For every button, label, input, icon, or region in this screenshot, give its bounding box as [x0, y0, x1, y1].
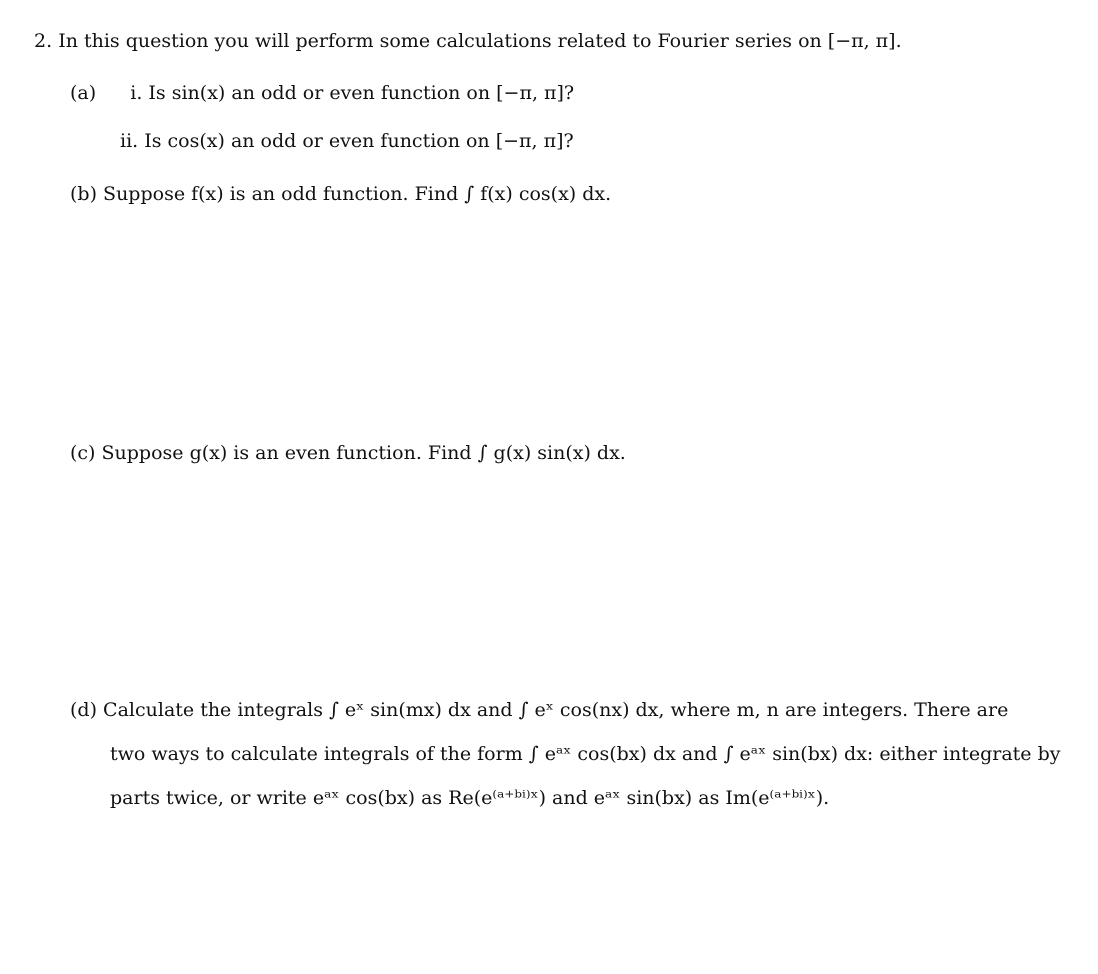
part-d-label: (d)	[70, 699, 97, 721]
question-intro-line	[34, 28, 902, 54]
part-d-text-2: two ways to calculate integrals of the form ∫ eᵃˣ cos(bx) dx and ∫ eᵃˣ sin(bx) dx: either integrate by	[110, 743, 1061, 765]
part-a-i-label: i.	[130, 82, 143, 104]
part-c-label: (c)	[70, 442, 96, 464]
part-d-line-1	[70, 697, 1008, 723]
part-b-label: (b)	[70, 183, 97, 205]
part-c-text: Suppose g(x) is an even function. Find ∫ g(x) sin(x) dx.	[101, 442, 626, 464]
part-a-i-text: Is sin(x) an odd or even function on [−π, π]?	[148, 82, 575, 104]
part-a-ii-label: ii.	[120, 130, 139, 152]
question-number: 2.	[34, 30, 53, 52]
part-b-line	[70, 181, 611, 207]
part-d-text-3: parts twice, or write eᵃˣ cos(bx) as Re(e⁽ᵃ⁺ᵇⁱ⁾ˣ) and eᵃˣ sin(bx) as Im(e⁽ᵃ⁺ᵇⁱ⁾ˣ).	[110, 787, 830, 809]
question-intro: In this question you will perform some calculations related to Fourier series on [−π, π].	[58, 30, 902, 52]
part-d-text-1: Calculate the integrals ∫ eˣ sin(mx) dx and ∫ eˣ cos(nx) dx, where m, n are integers. There are	[103, 699, 1009, 721]
part-a-ii-text: Is cos(x) an odd or even function on [−π, π]?	[144, 130, 574, 152]
part-a-i-line	[70, 80, 574, 106]
part-a-label: (a)	[70, 82, 97, 104]
part-d-line-2	[110, 741, 1061, 767]
part-c-line	[70, 440, 626, 466]
part-a-ii-line	[120, 128, 574, 154]
part-d-line-3	[110, 785, 829, 811]
part-b-text: Suppose f(x) is an odd function. Find ∫ f(x) cos(x) dx.	[103, 183, 612, 205]
